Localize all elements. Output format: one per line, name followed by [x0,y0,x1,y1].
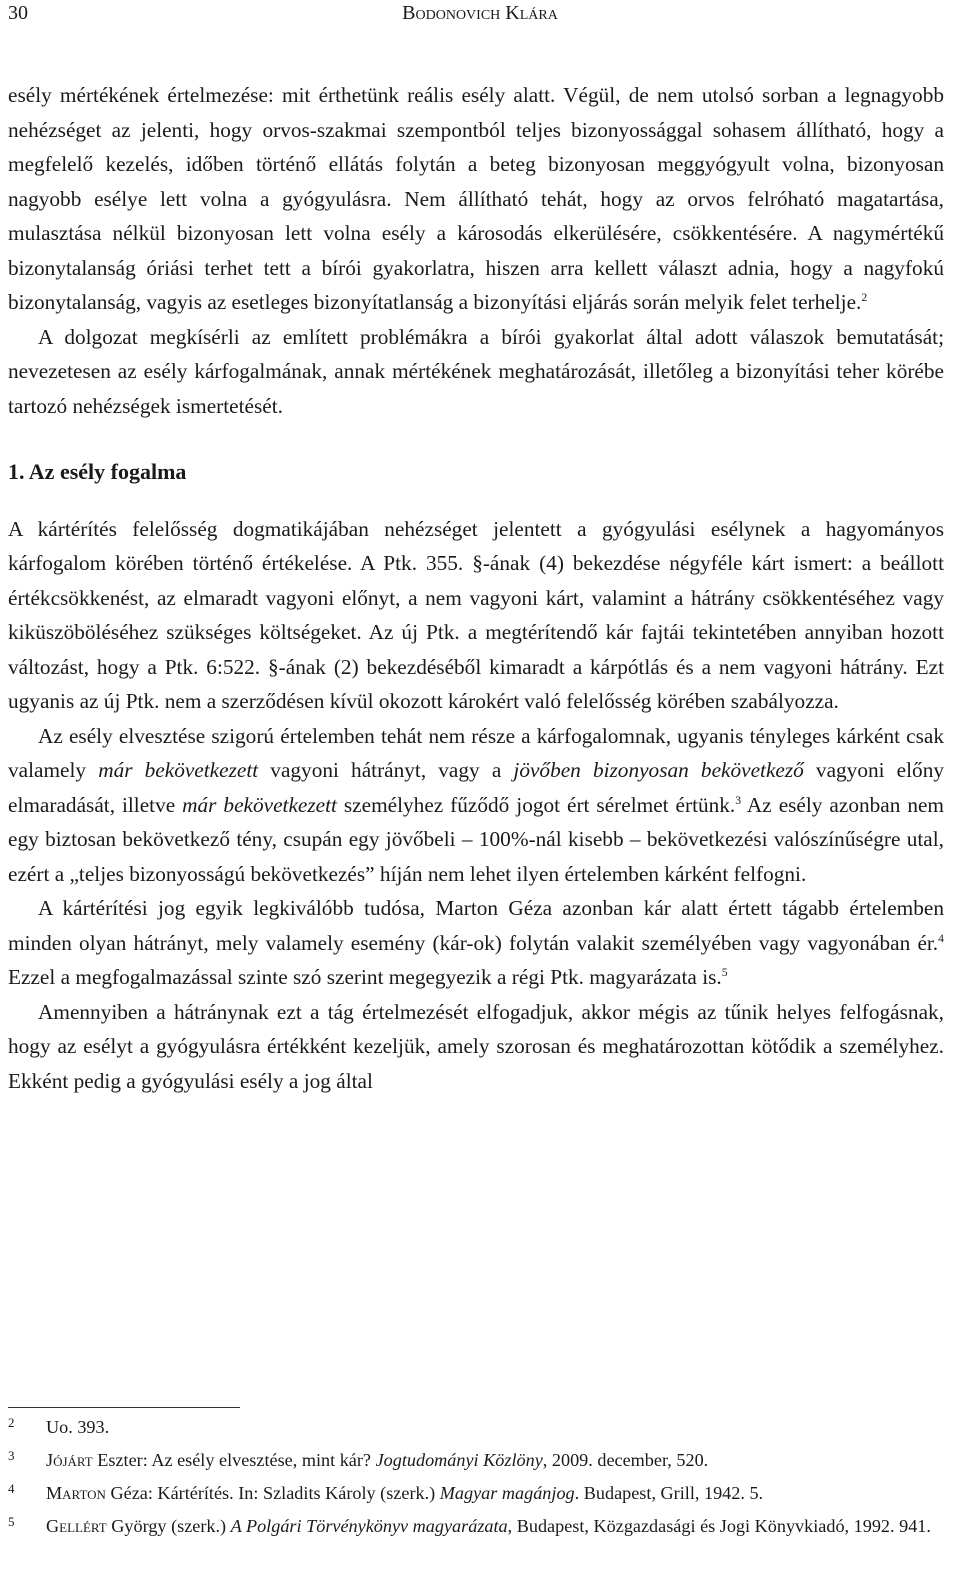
paragraph-6: Amennyiben a hátránynak ezt a tág értelmezését elfogadjuk, akkor mégis az tűnik helyes felfogásnak, hogy az esélyt a gyógyulásra értékként kezeljük, amely szorosan és meghatározottan kötődik a személyhez. Ekként pedig a gyógyulási esély a jog által [8,999,944,1093]
footnote-title: Jogtudományi Közlöny [375,1450,543,1470]
paragraph-2: A dolgozat megkísérli az említett problémákra a bírói gyakorlat által adott válaszok bemutatását; nevezetesen az esély kárfogalmának, annak mértékének meghatározását, illetőleg a bizonyítási teher körébe tartozó nehézségek ismertetését. [8,324,944,418]
footnote-author: Jójárt [46,1450,93,1470]
paragraph-1: esély mértékének értelmezése: mit érthetünk reális esély alatt. Végül, de nem utolsó sorban a legnagyobb nehézséget az jelenti, hogy orvos-szakmai szempontból teljes bizonyossággal sohasem állítható, hogy a megfelelő kezelés, időben történő ellátás folytán a beteg bizonyosan meggyógyult volna, bizonyosan nagyobb esélye lett volna a gyógyulásra. Nem állítható tehát, hogy az orvos felróható magatartása, mulasztása nélkül bizonyosan lett volna esély a károsodás elkerülésére, csökkentésére. A nagymértékű bizonytalanság óriási terhet tett a bírói gyakorlatra, hiszen arra kellett választ adnia, hogy a nagyfokú bizonytalanság, vagyis az esetleges bizonyítatlanság a bizonyítási eljárás során melyik felet terhelje.$^2$ [8,83,944,314]
footnotes [8,1414,944,1546]
footnote-separator [8,1407,240,1408]
footnote-ref-3[interactable]: 3 [735,793,742,807]
emphasis: már bekövetkezett [98,758,259,782]
paragraph-4: Az esély elvesztése szigorú értelemben tehát nem része a kárfogalomnak, ugyanis tényleges kárként csak valamely már bekövetkezett vagyoni hátrányt, vagy a jövőben bizonyosan bekövetkező vagyoni előny elmaradását, illetve már bekövetkezett személyhez fűződő jogot ért sérelmet értünk.$^3$ Az esély azonban nem egy biztosan bekövetkező tény, csupán egy jövőbeli – 100%-nál kisebb – bekövetkezési valószínűségre utal, ezért a „teljes bizonyosságú bekövetkezés” híján nem lehet ilyen értelemben kárként felfogni. [8,723,944,886]
section-heading: 1. Az esély fogalma [8,459,187,484]
footnote-ref-5[interactable]: 5 [721,965,728,979]
footnote-3: 3 Jójárt Eszter: Az esély elvesztése, mint kár? Jogtudományi Közlöny, 2009. december, 520. [8,1447,944,1473]
footnote-number: 3 [8,1448,15,1463]
running-head [8,0,952,26]
footnote-number: 2 [8,1415,15,1430]
footnote-number: 4 [8,1481,15,1496]
footnote-title: Magyar magánjog [439,1483,575,1503]
footnote-number: 5 [8,1514,15,1529]
footnote-5: 5 Gellért György (szerk.) A Polgári Törvénykönyv magyarázata, Budapest, Közgazdasági és Jogi Könyvkiadó, 1992. 941. [8,1513,944,1539]
footnote-author: Gellért [46,1516,107,1536]
emphasis: jövőben bizonyosan bekövetkező [513,758,804,782]
footnote-ref-4[interactable]: 4 [938,931,944,945]
page-number: 30 [8,2,28,24]
footnote-4: 4 Marton Géza: Kártérítés. In: Szladits Károly (szerk.) Magyar magánjog. Budapest, Grill, 1942. 5. [8,1480,944,1506]
footnote-title: A Polgári Törvénykönyv magyarázata [230,1516,508,1536]
emphasis: már bekövetkezett [182,792,337,817]
footnote-author: Marton [46,1483,106,1503]
running-head-author: Bodonovich Klára [402,2,558,24]
paragraph-5: A kártérítési jog egyik legkiválóbb tudósa, Marton Géza azonban kár alatt értett tágabb értelemben minden olyan hátrányt, mely valamely esemény (kár-ok) folytán valakit személyében vagy vagyonában ér.$^4$ Ezzel a megfogalmazással szinte szó szerint megegyezik a régi Ptk. magyarázata is.$^5$ [8,896,944,989]
footnote-ref-2[interactable]: 2 [861,290,868,304]
body-text [8,78,944,1098]
footnote-2: 2 Uo. 393. [8,1414,944,1440]
paragraph-3: A kártérítés felelősség dogmatikájában nehézséget jelentett a gyógyulási esélynek a hagyományos kárfogalom körében történő értékelése. A Ptk. 355. §-ának (4) bekezdése négyféle kárt ismert: a beállott értékcsökkenést, az elmaradt vagyoni előnyt, a nem vagyoni kárt, valamint a hátrány csökkentéséhez vagy kiküszöböléséhez szükséges költségeket. Az új Ptk. a megtérítendő kár fajtái tekintetében annyiban hozott változást, hogy a Ptk. 6:522. §-ának (2) bekezdéséből kimaradt a kárpótlás és a nem vagyoni hátrány. Ezt ugyanis az új Ptk. nem a szerződésen kívül okozott károkért való felelősség körében szabályozza. [8,516,944,713]
